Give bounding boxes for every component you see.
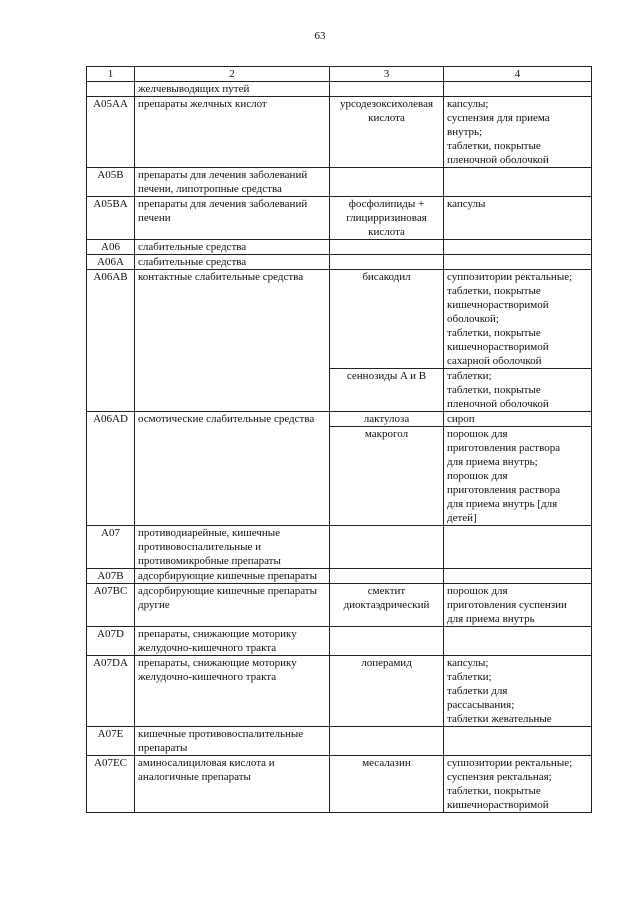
table-row xyxy=(87,197,592,240)
drug-classification-table xyxy=(86,66,592,813)
column-header: 2 xyxy=(135,67,330,82)
dosage-form-cell xyxy=(444,569,592,584)
atc-code-cell: A06 xyxy=(87,240,135,255)
dosage-form-cell xyxy=(444,255,592,270)
dosage-form-line: суппозитории ректальные; xyxy=(447,757,573,769)
dosage-form-line: кишечнорастворимой xyxy=(447,341,549,353)
atc-code-cell: A06AB xyxy=(87,270,135,412)
code-cell xyxy=(87,82,135,97)
atc-code-cell: A05BA xyxy=(87,197,135,240)
atc-code-cell: A07DA xyxy=(87,656,135,727)
dosage-form-line: таблетки, покрытые xyxy=(447,285,541,297)
dosage-form-line: таблетки, покрытые xyxy=(447,785,541,797)
dosage-form-line: таблетки, покрытые xyxy=(447,384,541,396)
dosage-form-line: таблетки; xyxy=(447,370,492,382)
atc-code-cell: A07BC xyxy=(87,584,135,627)
dosage-form-line: капсулы xyxy=(447,198,486,210)
substance-cell xyxy=(330,255,444,270)
substance-cell xyxy=(330,569,444,584)
dosage-form-line: кишечнорастворимой xyxy=(447,799,549,811)
table-row xyxy=(87,756,592,813)
atc-code-cell: A06AD xyxy=(87,412,135,526)
substance-cell: лоперамид xyxy=(330,656,444,727)
dosage-form-line: порошок для xyxy=(447,585,508,597)
substance-cell: бисакодил xyxy=(330,270,444,369)
table-row xyxy=(87,412,592,427)
substance-cell xyxy=(330,526,444,569)
dosage-form-line: приготовления раствора xyxy=(447,484,561,496)
dosage-form-line: для приема внутрь; xyxy=(447,456,538,468)
dosage-form-line: суспензия ректальная; xyxy=(447,771,552,783)
dosage-form-line: приготовления раствора xyxy=(447,442,561,454)
table-row xyxy=(87,270,592,369)
substance-cell xyxy=(330,82,444,97)
group-name-cell: слабительные средства xyxy=(135,240,330,255)
table-row xyxy=(87,168,592,197)
group-name-cell: слабительные средства xyxy=(135,255,330,270)
group-name-cell: адсорбирующие кишечные препараты другие xyxy=(135,584,330,627)
header-row xyxy=(87,67,592,82)
atc-code-cell: A07E xyxy=(87,727,135,756)
group-name-cell: препараты для лечения заболеваний печени, липотропные средства xyxy=(135,168,330,197)
dosage-form-cell xyxy=(444,240,592,255)
dosage-form-cell xyxy=(444,656,592,727)
dosage-form-cell xyxy=(444,627,592,656)
substance-cell xyxy=(330,240,444,255)
dosage-form-line: суппозитории ректальные; xyxy=(447,271,573,283)
substance-cell: лактулоза xyxy=(330,412,444,427)
dosage-form-line: внутрь; xyxy=(447,126,483,138)
table-row xyxy=(87,656,592,727)
atc-code-cell: A06A xyxy=(87,255,135,270)
substance-cell: смектит диоктаэдрический xyxy=(330,584,444,627)
atc-code-cell: A07B xyxy=(87,569,135,584)
table-row xyxy=(87,627,592,656)
group-name-cell: осмотические слабительные средства xyxy=(135,412,330,526)
dosage-form-cell xyxy=(444,584,592,627)
substance-cell: макрогол xyxy=(330,427,444,526)
table-row xyxy=(87,255,592,270)
group-name-cell: адсорбирующие кишечные препараты xyxy=(135,569,330,584)
dosage-form-cell xyxy=(444,427,592,526)
atc-code-cell: A05AA xyxy=(87,97,135,168)
group-name-cell: препараты для лечения заболеваний печени xyxy=(135,197,330,240)
dosage-form-line: оболочкой; xyxy=(447,313,499,325)
atc-code-cell: A05B xyxy=(87,168,135,197)
table-row xyxy=(87,526,592,569)
atc-code-cell: A07D xyxy=(87,627,135,656)
group-name-cell: противодиарейные, кишечные противовоспалительные и противомикробные препараты xyxy=(135,526,330,569)
substance-cell: сеннозиды A и B xyxy=(330,369,444,412)
group-name-cell: аминосалициловая кислота и аналогичные препараты xyxy=(135,756,330,813)
dosage-form-line: сахарной оболочкой xyxy=(447,355,542,367)
dosage-form-cell xyxy=(444,270,592,369)
atc-code-cell: A07 xyxy=(87,526,135,569)
substance-cell xyxy=(330,168,444,197)
table-row xyxy=(87,584,592,627)
group-name-cell: контактные слабительные средства xyxy=(135,270,330,412)
substance-cell: месалазин xyxy=(330,756,444,813)
dosage-form-line: для приема внутрь xyxy=(447,613,535,625)
group-name-cell: препараты, снижающие моторику желудочно-кишечного тракта xyxy=(135,656,330,727)
dosage-form-line: капсулы; xyxy=(447,98,489,110)
table-row xyxy=(87,97,592,168)
dosage-form-cell xyxy=(444,369,592,412)
column-header: 3 xyxy=(330,67,444,82)
dosage-form-line: капсулы; xyxy=(447,657,489,669)
group-name-cell: препараты, снижающие моторику желудочно-кишечного тракта xyxy=(135,627,330,656)
continuation-row xyxy=(87,82,592,97)
atc-code-cell: A07EC xyxy=(87,756,135,813)
dosage-form-cell xyxy=(444,727,592,756)
dosage-form-line: суспензия для приема xyxy=(447,112,550,124)
group-name-cell: препараты желчных кислот xyxy=(135,97,330,168)
dosage-form-cell xyxy=(444,168,592,197)
dosage-form-line: детей] xyxy=(447,512,477,524)
dosage-form-line: таблетки для xyxy=(447,685,508,697)
dosage-form-cell xyxy=(444,526,592,569)
continuation-text: желчевыводящих путей xyxy=(135,82,330,97)
dosage-form-cell xyxy=(444,756,592,813)
dosage-form-line: порошок для xyxy=(447,428,508,440)
substance-cell: фосфолипиды + глицирризиновая кислота xyxy=(330,197,444,240)
dosage-form-line: таблетки, покрытые xyxy=(447,140,541,152)
dosage-form-line: пленочной оболочкой xyxy=(447,154,549,166)
dosage-form-cell xyxy=(444,197,592,240)
column-header: 4 xyxy=(444,67,592,82)
table-row xyxy=(87,727,592,756)
dosage-form-cell xyxy=(444,412,592,427)
substance-cell xyxy=(330,627,444,656)
group-name-cell: кишечные противовоспалительные препараты xyxy=(135,727,330,756)
form-cell xyxy=(444,82,592,97)
table-row xyxy=(87,569,592,584)
dosage-form-line: порошок для xyxy=(447,470,508,482)
substance-cell: урсодезоксихолевая кислота xyxy=(330,97,444,168)
page-number: 63 xyxy=(314,30,326,42)
dosage-form-line: таблетки; xyxy=(447,671,492,683)
dosage-form-cell xyxy=(444,97,592,168)
substance-cell xyxy=(330,727,444,756)
dosage-form-line: рассасывания; xyxy=(447,699,515,711)
dosage-form-line: сироп xyxy=(447,413,475,425)
dosage-form-line: пленочной оболочкой xyxy=(447,398,549,410)
table-row xyxy=(87,240,592,255)
dosage-form-line: таблетки, покрытые xyxy=(447,327,541,339)
column-header: 1 xyxy=(87,67,135,82)
dosage-form-line: для приема внутрь [для xyxy=(447,498,558,510)
dosage-form-line: кишечнорастворимой xyxy=(447,299,549,311)
dosage-form-line: приготовления суспензии xyxy=(447,599,567,611)
dosage-form-line: таблетки жевательные xyxy=(447,713,552,725)
